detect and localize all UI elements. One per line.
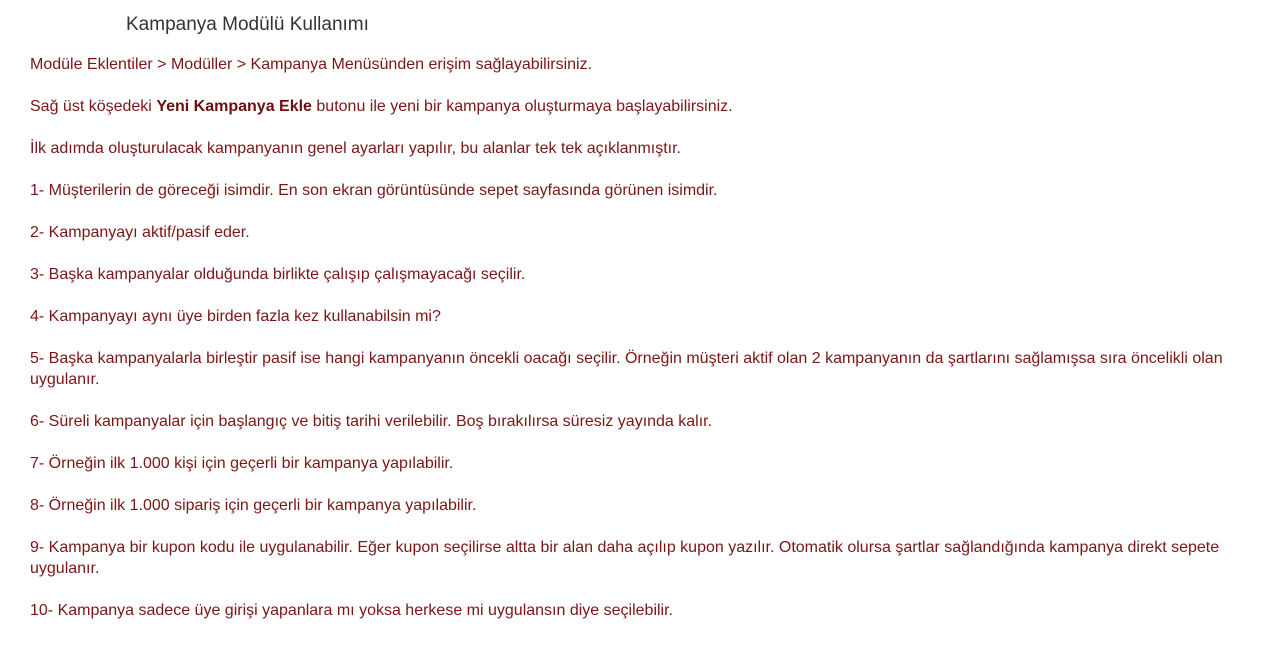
add-campaign-button-name: Yeni Kampanya Ekle [156,98,312,115]
list-item-4: 4- Kampanyayı aynı üye birden fazla kez kullanabilsin mi? [30,308,441,325]
list-item-10: 10- Kampanya sadece üye girişi yapanlara mı yoksa herkese mi uygulansın diye seçilebilir. [30,602,673,619]
add-campaign-paragraph [30,96,1245,117]
access-path-paragraph: Modüle Eklentiler > Modüller > Kampanya Menüsünden erişim sağlayabilirsiniz. [30,56,593,73]
list-item-3: 3- Başka kampanyalar olduğunda birlikte çalışıp çalışmayacağı seçilir. [30,266,526,283]
list-item-8: 8- Örneğin ilk 1.000 sipariş için geçerli bir kampanya yapılabilir. [30,497,477,514]
list-item-6: 6- Süreli kampanyalar için başlangıç ve bitiş tarihi verilebilir. Boş bırakılırsa süresiz yayında kalır. [30,413,713,430]
page-title: Kampanya Modülü Kullanımı [126,14,369,35]
list-item-5: 5- Başka kampanyalarla birleştir pasif ise hangi kampanyanın öncekli oacağı seçilir. Örneğin müşteri aktif olan 2 kampanyanın da şartlarını sağlamışsa sıra öncelikli olan uygulanır. [30,350,1223,388]
list-item-1: 1- Müşterilerin de göreceği isimdir. En son ekran görüntüsünde sepet sayfasında görünen isimdir. [30,182,718,199]
list-item-7: 7- Örneğin ilk 1.000 kişi için geçerli bir kampanya yapılabilir. [30,455,454,472]
list-item-2: 2- Kampanyayı aktif/pasif eder. [30,224,250,241]
article-content [30,54,1245,642]
add-campaign-prefix: Sağ üst köşedeki [30,98,152,115]
first-step-paragraph: İlk adımda oluşturulacak kampanyanın genel ayarları yapılır, bu alanlar tek tek açıklanmıştır. [30,140,681,157]
list-item-9: 9- Kampanya bir kupon kodu ile uygulanabilir. Eğer kupon seçilirse altta bir alan daha açılıp kupon yazılır. Otomatik olursa şartlar sağlandığında kampanya direkt sepete uygulanır. [30,539,1220,577]
add-campaign-suffix: butonu ile yeni bir kampanya oluşturmaya başlayabilirsiniz. [316,98,733,115]
